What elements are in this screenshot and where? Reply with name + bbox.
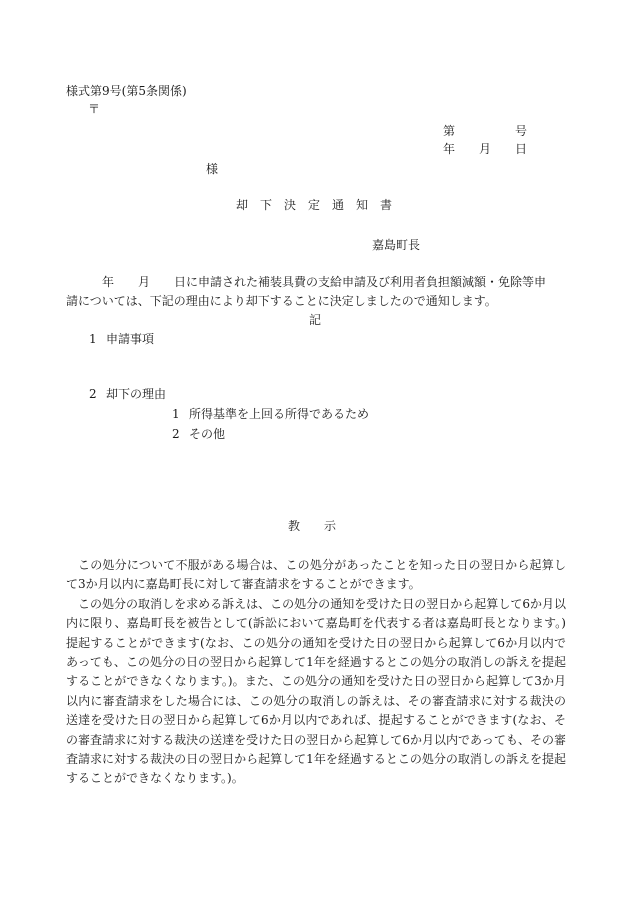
reason-1-number: 1 (172, 407, 180, 421)
section-1-label: 申請事項 (106, 332, 155, 346)
form-label: 様式第9号(第5条関係) (66, 84, 187, 98)
ki-heading: 記 (309, 313, 322, 327)
notice-title: 教 示 (288, 519, 337, 533)
intro-text-line-2: 請については、下記の理由により却下することに決定しましたので通知します。 (66, 294, 497, 308)
document-title: 却 下 決 定 通 知 書 (236, 198, 393, 212)
issuer: 嘉島町長 (372, 238, 421, 252)
section-1-number: 1 (89, 332, 97, 346)
section-2-number: 2 (89, 387, 97, 401)
notice-body (66, 556, 566, 789)
reason-2-text: その他 (189, 427, 226, 441)
postal-mark: 〒 (88, 102, 101, 116)
addressee: 様 (206, 162, 219, 176)
document-number: 第 号 (443, 124, 528, 138)
reason-2-number: 2 (172, 427, 180, 441)
notice-paragraph-2: この処分の取消しを求める訴えは、この処分の通知を受けた日の翌日から起算して6か月以内に限り、嘉島町長を被告として(訴訟において嘉島町を代表する者は嘉島町長となります。)提起することができます(なお、この処分の通知を受けた日の翌日から起算して6か月以内であっても、この処分の日の翌日から起算して1年を経過するとこの処分の取消しの訴えを提起することができなくなります。)。また、この処分の通知を受けた日の翌日から起算して3か月以内に審査請求をした場合には、この処分の取消しの訴えは、その審査請求に対する裁決の送達を受けた日の翌日から起算して6か月以内であれば、提起することができます(なお、その審査請求に対する裁決の送達を受けた日の翌日から起算して6か月以内であっても、その審査請求に対する裁決の日の翌日から起算して1年を経過するとこの処分の取消しの訴えを提起することができなくなります。)。 (66, 596, 566, 786)
reason-1-text: 所得基準を上回る所得であるため (189, 407, 370, 421)
intro-text-line-1: 年 月 日に申請された補装具費の支給申請及び利用者負担額減額・免除等申 (66, 275, 547, 289)
section-2-label: 却下の理由 (106, 387, 167, 401)
notice-paragraph-1: この処分について不服がある場合は、この処分があったことを知った日の翌日から起算して3か月以内に嘉島町長に対して審査請求をすることができます。 (66, 558, 566, 592)
document-date: 年 月 日 (443, 142, 528, 156)
